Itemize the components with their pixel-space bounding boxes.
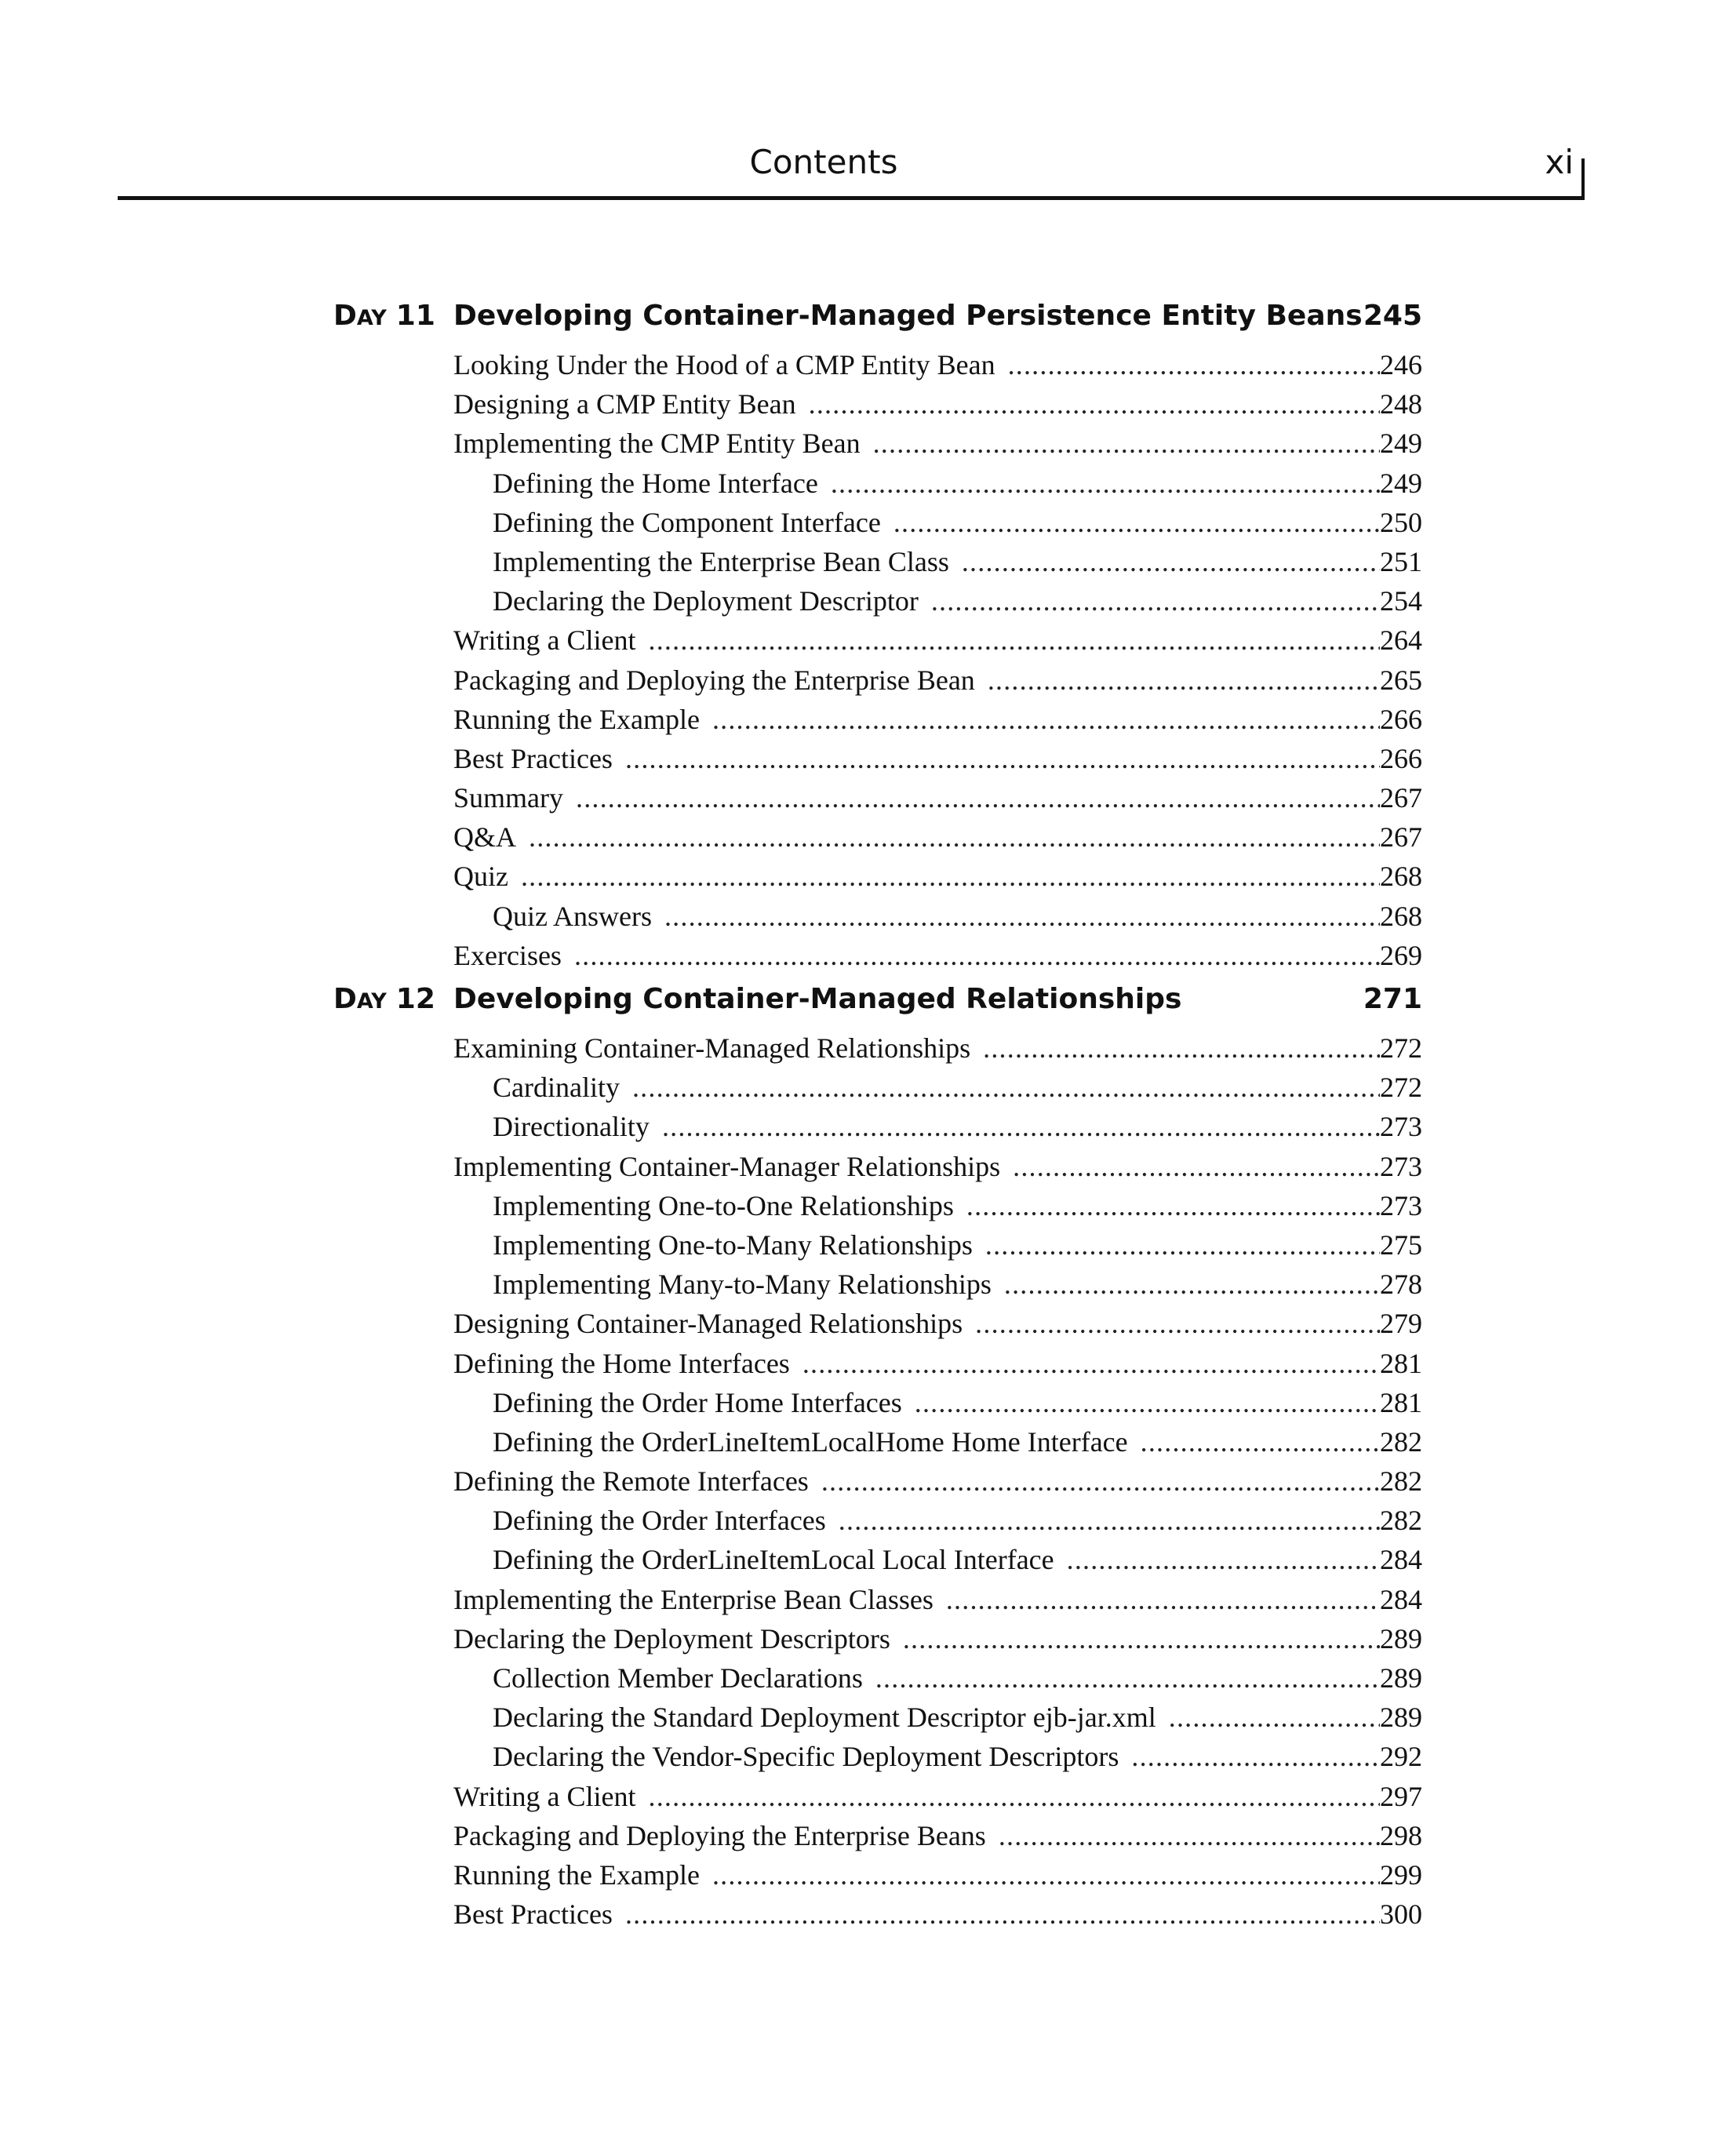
toc-entry-page-number: 278: [1380, 1269, 1422, 1301]
running-header: [118, 140, 1585, 200]
toc-entry: [0, 1895, 1736, 1934]
dot-leader: [915, 1383, 1380, 1422]
dot-leader: [1067, 1540, 1380, 1579]
toc-entry-title: Declaring the Standard Deployment Descriptor ejb-jar.xml: [493, 1702, 1156, 1734]
day-label-rest: AY: [356, 306, 387, 330]
toc-entry-page-number: 273: [1380, 1189, 1422, 1221]
toc-entry: [0, 464, 1736, 503]
toc-entry-page-number: 250: [1380, 506, 1422, 538]
day-label-initial: D: [333, 983, 357, 1015]
toc-entry-page-number: 297: [1380, 1780, 1422, 1812]
header-corner-rule: [1581, 158, 1585, 198]
day-label: [333, 983, 435, 1015]
toc-entry-page-number: 268: [1380, 900, 1422, 932]
day-section: [0, 980, 1736, 1934]
toc-entry-page-number: 289: [1380, 1622, 1422, 1654]
toc-entry-page-number: 267: [1380, 782, 1422, 814]
toc-entry: [0, 1107, 1736, 1146]
toc-entry: [0, 1265, 1736, 1304]
toc-entry-page-number: 279: [1380, 1308, 1422, 1340]
dot-leader: [975, 1304, 1380, 1343]
toc-entry: [0, 936, 1736, 975]
toc-entry: [0, 778, 1736, 817]
dot-leader: [521, 857, 1380, 896]
toc-entry: [0, 897, 1736, 936]
toc-entry-title: Implementing One-to-Many Relationships: [493, 1229, 973, 1261]
toc-entry-page-number: 298: [1380, 1819, 1422, 1851]
toc-entry: [0, 1147, 1736, 1186]
toc-entry-page-number: 264: [1380, 624, 1422, 657]
toc-entry-page-number: 275: [1380, 1229, 1422, 1261]
toc-entry-title: Collection Member Declarations: [493, 1662, 863, 1694]
toc-entry-page-number: 282: [1380, 1505, 1422, 1537]
dot-leader: [946, 1580, 1380, 1619]
dot-leader: [1008, 345, 1380, 384]
day-label-rest: AY: [356, 989, 387, 1014]
toc-entry-title: Running the Example: [453, 1858, 700, 1891]
dot-leader: [712, 1855, 1380, 1895]
toc-entry-title: Implementing the Enterprise Bean Class: [493, 545, 949, 577]
toc-entry-title: Implementing Container-Manager Relationships: [453, 1150, 1001, 1182]
day-section: [0, 297, 1736, 975]
dot-leader: [632, 1068, 1380, 1107]
dot-leader: [574, 936, 1380, 975]
toc-entry: [0, 1028, 1736, 1068]
toc-entry: [0, 1540, 1736, 1579]
toc-entry-page-number: 284: [1380, 1583, 1422, 1615]
toc-entry-title: Summary: [453, 782, 563, 814]
toc-entry: [0, 1461, 1736, 1501]
toc-entry: [0, 1225, 1736, 1265]
dot-leader: [983, 1028, 1380, 1068]
header-page-number: xi: [1545, 143, 1574, 181]
toc-entry: [0, 1777, 1736, 1816]
toc-entry-page-number: 281: [1380, 1347, 1422, 1379]
dot-leader: [1141, 1422, 1380, 1461]
toc-entry-page-number: 251: [1380, 545, 1422, 577]
toc-entry-title: Declaring the Deployment Descriptors: [453, 1622, 890, 1654]
toc-entry-title: Designing Container-Managed Relationships: [453, 1308, 963, 1340]
toc-entry-title: Declaring the Vendor-Specific Deployment Descriptors: [493, 1741, 1119, 1773]
dot-leader: [903, 1619, 1380, 1658]
toc-entry-page-number: 282: [1380, 1465, 1422, 1498]
toc-entry-title: Defining the OrderLineItemLocalHome Home Interface: [493, 1425, 1128, 1458]
toc-entry-title: Packaging and Deploying the Enterprise Bean: [453, 664, 975, 696]
toc-entry-page-number: 282: [1380, 1425, 1422, 1458]
toc-entry-page-number: 281: [1380, 1386, 1422, 1418]
toc-entry-title: Defining the Order Home Interfaces: [493, 1386, 902, 1418]
toc-entry-page-number: 269: [1380, 939, 1422, 971]
dot-leader: [576, 778, 1380, 817]
toc-entry-page-number: 289: [1380, 1702, 1422, 1734]
toc-entry-title: Defining the Component Interface: [493, 506, 881, 538]
day-entries: [0, 1028, 1736, 1934]
toc-entry-title: Defining the Home Interfaces: [453, 1347, 790, 1379]
toc-entry-title: Packaging and Deploying the Enterprise Beans: [453, 1819, 986, 1851]
toc-entry-title: Declaring the Deployment Descriptor: [493, 585, 919, 617]
header-title: Contents: [749, 143, 898, 181]
dot-leader: [662, 1107, 1380, 1146]
day-label-initial: D: [333, 300, 357, 332]
dot-leader: [664, 897, 1380, 936]
toc-entry-page-number: 248: [1380, 388, 1422, 420]
toc-entry-title: Examining Container-Managed Relationships: [453, 1032, 971, 1064]
day-page-number: 271: [1363, 983, 1422, 1015]
toc-entry-title: Quiz: [453, 861, 508, 893]
dot-leader: [821, 1461, 1380, 1501]
dot-leader: [625, 1895, 1380, 1934]
toc-entry-page-number: 273: [1380, 1111, 1422, 1143]
toc-entry-title: Implementing Many-to-Many Relationships: [493, 1269, 992, 1301]
toc-entry-page-number: 266: [1380, 703, 1422, 735]
toc-entry: [0, 424, 1736, 463]
toc-entry-page-number: 299: [1380, 1858, 1422, 1891]
table-of-contents: [0, 297, 1736, 1934]
toc-entry-title: Defining the Home Interface: [493, 467, 818, 499]
toc-entry: [0, 542, 1736, 581]
toc-entry-page-number: 272: [1380, 1032, 1422, 1064]
day-page-number: 245: [1363, 300, 1422, 332]
toc-entry-title: Best Practices: [453, 1898, 613, 1931]
dot-leader: [875, 1658, 1380, 1698]
toc-entry-page-number: 267: [1380, 821, 1422, 854]
toc-entry: [0, 503, 1736, 542]
toc-entry-title: Designing a CMP Entity Bean: [453, 388, 796, 420]
toc-entry-page-number: 292: [1380, 1741, 1422, 1773]
toc-entry: [0, 1737, 1736, 1776]
toc-entry-page-number: 254: [1380, 585, 1422, 617]
dot-leader: [1169, 1698, 1380, 1737]
toc-entry-title: Q&A: [453, 821, 516, 854]
dot-leader: [873, 424, 1380, 463]
toc-entry: [0, 817, 1736, 857]
toc-entry: [0, 1422, 1736, 1461]
toc-entry: [0, 1344, 1736, 1383]
toc-entry: [0, 1816, 1736, 1855]
toc-entry-page-number: 249: [1380, 467, 1422, 499]
dot-leader: [962, 542, 1380, 581]
toc-entry: [0, 1304, 1736, 1343]
toc-entry-title: Writing a Client: [453, 624, 636, 657]
toc-entry: [0, 661, 1736, 700]
toc-entry: [0, 1619, 1736, 1658]
dot-leader: [931, 581, 1380, 621]
toc-entry: [0, 1855, 1736, 1895]
dot-leader: [985, 1225, 1380, 1265]
dot-leader: [712, 700, 1380, 739]
toc-entry-title: Cardinality: [493, 1072, 620, 1104]
dot-leader: [649, 1777, 1380, 1816]
toc-entry-title: Exercises: [453, 939, 562, 971]
toc-entry-title: Directionality: [493, 1111, 650, 1143]
day-heading: [0, 297, 1736, 345]
toc-entry: [0, 857, 1736, 896]
toc-entry: [0, 581, 1736, 621]
toc-entry: [0, 1383, 1736, 1422]
toc-entry-title: Implementing the CMP Entity Bean: [453, 428, 861, 460]
toc-entry: [0, 384, 1736, 424]
dot-leader: [529, 817, 1380, 857]
toc-entry-page-number: 284: [1380, 1544, 1422, 1576]
day-label: [333, 300, 435, 332]
toc-entry-page-number: 289: [1380, 1662, 1422, 1694]
dot-leader: [1131, 1737, 1380, 1776]
toc-entry: [0, 1580, 1736, 1619]
toc-entry-page-number: 272: [1380, 1072, 1422, 1104]
dot-leader: [831, 464, 1380, 503]
dot-leader: [966, 1186, 1380, 1225]
dot-leader: [1004, 1265, 1380, 1304]
dot-leader: [988, 661, 1380, 700]
dot-leader: [649, 621, 1380, 660]
toc-entry-page-number: 246: [1380, 349, 1422, 380]
toc-entry: [0, 700, 1736, 739]
dot-leader: [999, 1816, 1380, 1855]
toc-entry-page-number: 268: [1380, 861, 1422, 893]
toc-entry-page-number: 265: [1380, 664, 1422, 696]
toc-entry: [0, 1698, 1736, 1737]
dot-leader: [1013, 1147, 1380, 1186]
toc-entry-title: Implementing One-to-One Relationships: [493, 1189, 954, 1221]
day-title: Developing Container-Managed Relationships: [453, 983, 1182, 1015]
toc-entry-title: Implementing the Enterprise Bean Classes: [453, 1583, 934, 1615]
dot-leader: [839, 1501, 1380, 1540]
dot-leader: [893, 503, 1380, 542]
toc-entry-page-number: 273: [1380, 1150, 1422, 1182]
day-number: 11: [395, 300, 435, 332]
day-entries: [0, 345, 1736, 975]
toc-entry: [0, 1186, 1736, 1225]
toc-entry-page-number: 300: [1380, 1898, 1422, 1931]
toc-entry-title: Quiz Answers: [493, 900, 652, 932]
toc-entry: [0, 345, 1736, 384]
toc-entry: [0, 1068, 1736, 1107]
day-number: 12: [395, 983, 435, 1015]
toc-entry-title: Defining the Remote Interfaces: [453, 1465, 809, 1498]
toc-entry-page-number: 266: [1380, 742, 1422, 774]
toc-entry: [0, 1501, 1736, 1540]
dot-leader: [802, 1344, 1380, 1383]
toc-entry-title: Defining the OrderLineItemLocal Local Interface: [493, 1544, 1054, 1576]
toc-entry: [0, 621, 1736, 660]
day-heading: [0, 980, 1736, 1028]
toc-entry-title: Looking Under the Hood of a CMP Entity Bean: [453, 349, 995, 380]
toc-entry: [0, 739, 1736, 778]
day-title: Developing Container-Managed Persistence Entity Beans: [453, 300, 1363, 332]
toc-entry-page-number: 249: [1380, 428, 1422, 460]
toc-entry-title: Running the Example: [453, 703, 700, 735]
toc-entry-title: Writing a Client: [453, 1780, 636, 1812]
toc-entry-title: Best Practices: [453, 742, 613, 774]
dot-leader: [809, 384, 1380, 424]
dot-leader: [625, 739, 1380, 778]
toc-entry-title: Defining the Order Interfaces: [493, 1505, 826, 1537]
toc-entry: [0, 1658, 1736, 1698]
